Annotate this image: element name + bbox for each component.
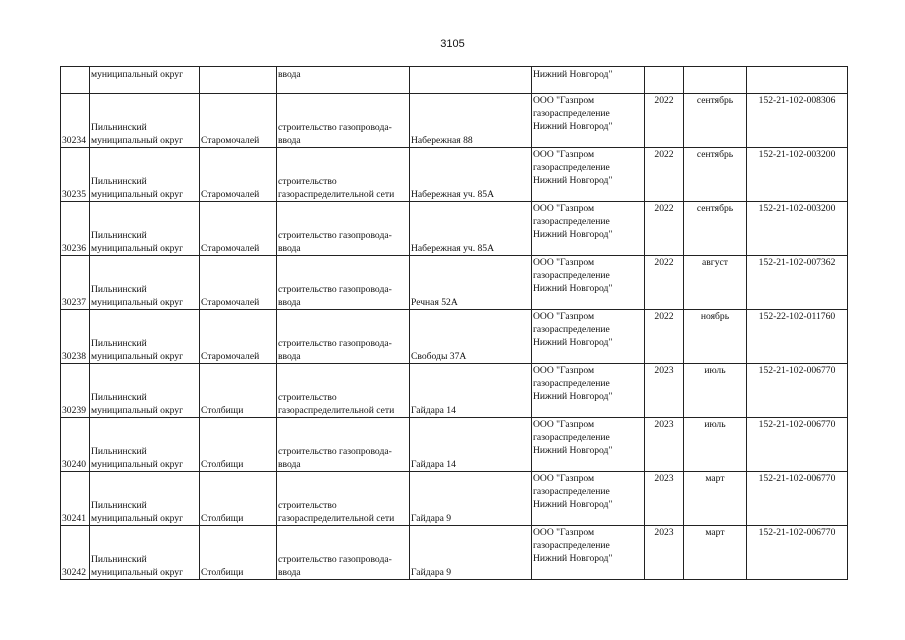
cell-organization: ООО "Газпром газораспределение Нижний Новгород" (532, 256, 645, 310)
cell-settlement: Старомочалей (200, 310, 277, 364)
cell-month (684, 67, 747, 94)
table-row-continued (61, 67, 848, 94)
cell-address: Гайдара 9 (410, 472, 532, 526)
cell-settlement: Столбищи (200, 364, 277, 418)
cell-work: строительство газопровода- ввода (277, 418, 410, 472)
cell-address: Набережная уч. 85А (410, 148, 532, 202)
cell-organization: ООО "Газпром газораспределение Нижний Новгород" (532, 418, 645, 472)
cell-year (645, 67, 684, 94)
cell-month: август (684, 256, 747, 310)
cell-district: Пильнинский муниципальный округ (90, 472, 200, 526)
cell-work: строительство газораспределительной сети (277, 364, 410, 418)
cell-address: Гайдара 14 (410, 364, 532, 418)
cell-month: июль (684, 364, 747, 418)
cell-district: Пильнинский муниципальный округ (90, 364, 200, 418)
table-row (61, 256, 848, 310)
cell-district: Пильнинский муниципальный округ (90, 526, 200, 580)
table-row (61, 94, 848, 148)
cell-district: Пильнинский муниципальный округ (90, 202, 200, 256)
cell-work: строительство газораспределительной сети (277, 472, 410, 526)
cell-number: 30241 (61, 472, 90, 526)
cell-number: 30242 (61, 526, 90, 580)
cell-number: 30239 (61, 364, 90, 418)
cell-address: Речная 52А (410, 256, 532, 310)
page-number: 3105 (440, 38, 465, 50)
cell-year: 2023 (645, 526, 684, 580)
cell-organization: ООО "Газпром газораспределение Нижний Новгород" (532, 364, 645, 418)
cell-month: сентябрь (684, 202, 747, 256)
cell-number: 30238 (61, 310, 90, 364)
cell-code: 152-21-102-006770 (747, 472, 848, 526)
registry-table (60, 66, 848, 580)
cell-settlement: Старомочалей (200, 94, 277, 148)
cell-settlement (200, 67, 277, 94)
table-row (61, 148, 848, 202)
table-row (61, 418, 848, 472)
cell-month: сентябрь (684, 148, 747, 202)
cell-number: 30234 (61, 94, 90, 148)
cell-organization: ООО "Газпром газораспределение Нижний Новгород" (532, 472, 645, 526)
cell-code (747, 67, 848, 94)
cell-month: март (684, 472, 747, 526)
cell-organization: ООО "Газпром газораспределение Нижний Новгород" (532, 526, 645, 580)
cell-settlement: Столбищи (200, 526, 277, 580)
cell-settlement: Старомочалей (200, 256, 277, 310)
cell-district: Пильнинский муниципальный округ (90, 148, 200, 202)
cell-code: 152-21-102-003200 (747, 148, 848, 202)
cell-work: строительство газопровода- ввода (277, 526, 410, 580)
cell-organization: ООО "Газпром газораспределение Нижний Новгород" (532, 94, 645, 148)
cell-address: Набережная 88 (410, 94, 532, 148)
cell-work: строительство газопровода- ввода (277, 94, 410, 148)
cell-code: 152-21-102-006770 (747, 526, 848, 580)
cell-address: Гайдара 14 (410, 418, 532, 472)
cell-work: строительство газораспределительной сети (277, 148, 410, 202)
table-row (61, 310, 848, 364)
cell-settlement: Старомочалей (200, 148, 277, 202)
cell-district: Пильнинский муниципальный округ (90, 310, 200, 364)
cell-district: Пильнинский муниципальный округ (90, 418, 200, 472)
cell-month: сентябрь (684, 94, 747, 148)
table-row (61, 472, 848, 526)
cell-organization: ООО "Газпром газораспределение Нижний Новгород" (532, 202, 645, 256)
cell-address: Набережная уч. 85А (410, 202, 532, 256)
cell-address (410, 67, 532, 94)
cell-organization: ООО "Газпром газораспределение Нижний Новгород" (532, 310, 645, 364)
cell-work: строительство газопровода- ввода (277, 202, 410, 256)
cell-district: муниципальный округ (90, 67, 200, 94)
cell-year: 2022 (645, 94, 684, 148)
cell-number (61, 67, 90, 94)
cell-year: 2023 (645, 418, 684, 472)
cell-code: 152-21-102-003200 (747, 202, 848, 256)
table-row (61, 364, 848, 418)
cell-settlement: Старомочалей (200, 202, 277, 256)
cell-code: 152-22-102-011760 (747, 310, 848, 364)
cell-organization: ООО "Газпром газораспределение Нижний Новгород" (532, 148, 645, 202)
cell-district: Пильнинский муниципальный округ (90, 94, 200, 148)
cell-year: 2023 (645, 364, 684, 418)
cell-code: 152-21-102-006770 (747, 418, 848, 472)
cell-work: строительство газопровода- ввода (277, 256, 410, 310)
table-row (61, 526, 848, 580)
cell-month: ноябрь (684, 310, 747, 364)
cell-year: 2022 (645, 256, 684, 310)
table-row (61, 202, 848, 256)
cell-number: 30235 (61, 148, 90, 202)
cell-code: 152-21-102-008306 (747, 94, 848, 148)
cell-settlement: Столбищи (200, 418, 277, 472)
cell-number: 30236 (61, 202, 90, 256)
cell-number: 30237 (61, 256, 90, 310)
cell-year: 2022 (645, 310, 684, 364)
cell-year: 2023 (645, 472, 684, 526)
cell-year: 2022 (645, 148, 684, 202)
cell-code: 152-21-102-007362 (747, 256, 848, 310)
cell-settlement: Столбищи (200, 472, 277, 526)
cell-code: 152-21-102-006770 (747, 364, 848, 418)
cell-year: 2022 (645, 202, 684, 256)
cell-work: строительство газопровода- ввода (277, 310, 410, 364)
cell-address: Свободы 37А (410, 310, 532, 364)
cell-number: 30240 (61, 418, 90, 472)
cell-organization: Нижний Новгород" (532, 67, 645, 94)
cell-district: Пильнинский муниципальный округ (90, 256, 200, 310)
cell-month: июль (684, 418, 747, 472)
cell-address: Гайдара 9 (410, 526, 532, 580)
cell-month: март (684, 526, 747, 580)
cell-work: ввода (277, 67, 410, 94)
